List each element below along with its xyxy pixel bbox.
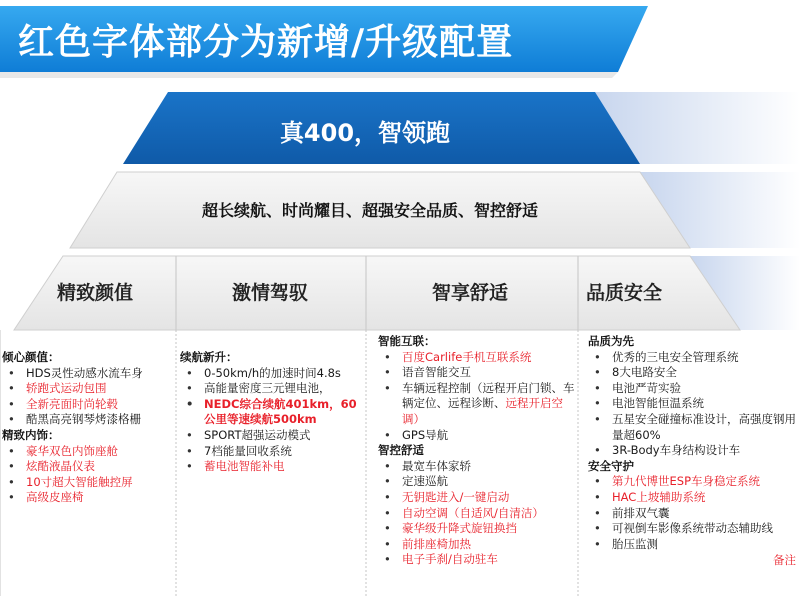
feature-item: • 前排座椅加热	[378, 537, 578, 553]
page-title: 红色字体部分为新增/升级配置	[18, 22, 514, 63]
feature-item: • 前排双气囊	[588, 506, 798, 522]
feature-item: • 炫酷液晶仪表	[2, 459, 174, 475]
feature-item: • GPS导航	[378, 428, 578, 444]
feature-item: • 全新亮面时尚轮毂	[2, 397, 174, 413]
category-label: 品质安全	[585, 282, 662, 304]
feature-item	[378, 381, 578, 428]
feature-list	[378, 350, 578, 444]
pyramid-top-text: 真400，智领跑	[279, 119, 451, 147]
feature-item: • 电子手刹/自动驻车	[378, 552, 578, 568]
feature-item-new-part: 远程开启空调）	[402, 396, 563, 426]
feature-item: • 蓄电池智能补电	[180, 459, 364, 475]
feature-item: • 自动空调（自适风/自清洁）	[378, 506, 578, 522]
feature-item: • 10寸超大智能触控屏	[2, 475, 174, 491]
section-title: 智控舒适	[378, 443, 424, 458]
category-label: 精致颜值	[56, 282, 133, 304]
feature-item: • 豪华级升降式旋钮换挡	[378, 521, 578, 537]
feature-item: • 8大电路安全	[588, 365, 798, 381]
feature-item: • 电池智能恒温系统	[588, 396, 798, 412]
feature-item: • 胎压监测	[588, 537, 798, 553]
pyramid-middle-text: 超长续航、时尚耀目、超强安全品质、智控舒适	[201, 201, 538, 220]
feature-item: • 无钥匙进入/一键启动	[378, 490, 578, 506]
feature-item: • 第九代博世ESP车身稳定系统	[588, 474, 798, 490]
feature-item: • 酷黑高亮钢琴烤漆格栅	[2, 412, 174, 428]
feature-item: • 高能量密度三元锂电池，	[180, 381, 364, 397]
category-label: 智享舒适	[431, 282, 508, 304]
feature-list	[2, 444, 174, 506]
feature-item: • HAC上坡辅助系统	[588, 490, 798, 506]
section-title: 续航新升：	[180, 350, 238, 364]
section-title: 智能互联：	[378, 334, 436, 348]
feature-list	[588, 350, 798, 459]
section-title: 倾心颜值：	[2, 350, 60, 364]
column-driving	[180, 350, 364, 475]
column-comfort	[378, 334, 578, 568]
category-label: 激情驾驭	[231, 282, 308, 304]
footnote: 备注	[773, 553, 796, 567]
feature-item: • 7档能量回收系统	[180, 444, 364, 460]
feature-item: • 可视倒车影像系统带动态辅助线	[588, 521, 798, 537]
feature-item-text: 车辆远程控制（远程开启门锁、车辆定位、远程诊断、	[402, 380, 575, 411]
feature-item: • 轿跑式运动包围	[2, 381, 174, 397]
feature-item: • 优秀的三电安全管理系统	[588, 350, 798, 366]
feature-list	[588, 474, 798, 552]
feature-list	[378, 459, 578, 568]
section-title: 精致内饰：	[2, 427, 60, 442]
feature-item: • 百度Carlife手机互联系统	[378, 350, 578, 366]
feature-item: • 最宽车体家轿	[378, 459, 578, 475]
section-title: 品质为先	[588, 334, 634, 348]
feature-item: • 高级皮座椅	[2, 490, 174, 506]
feature-item: • 定速巡航	[378, 474, 578, 490]
feature-item: • SPORT超强运动模式	[180, 428, 364, 444]
column-appearance	[2, 350, 174, 506]
feature-list	[2, 366, 174, 428]
feature-item: • NEDC综合续航401km，60公里等速续航500km	[180, 397, 364, 428]
feature-item: • 语音智能交互	[378, 365, 578, 381]
feature-list	[180, 366, 364, 475]
section-title: 安全守护	[588, 458, 634, 473]
feature-item: • 五星安全碰撞标准设计，高强度钢用量超60%	[588, 412, 798, 443]
feature-item: • 豪华双色内饰座舱	[2, 444, 174, 460]
column-safety	[588, 334, 798, 552]
feature-item: • 0-50km/h的加速时间4.8s	[180, 366, 364, 382]
feature-item: • 3R-Body车身结构设计车	[588, 443, 798, 459]
feature-item: • HDS灵性动感水流车身	[2, 366, 174, 382]
feature-item: • 电池严苛实验	[588, 381, 798, 397]
